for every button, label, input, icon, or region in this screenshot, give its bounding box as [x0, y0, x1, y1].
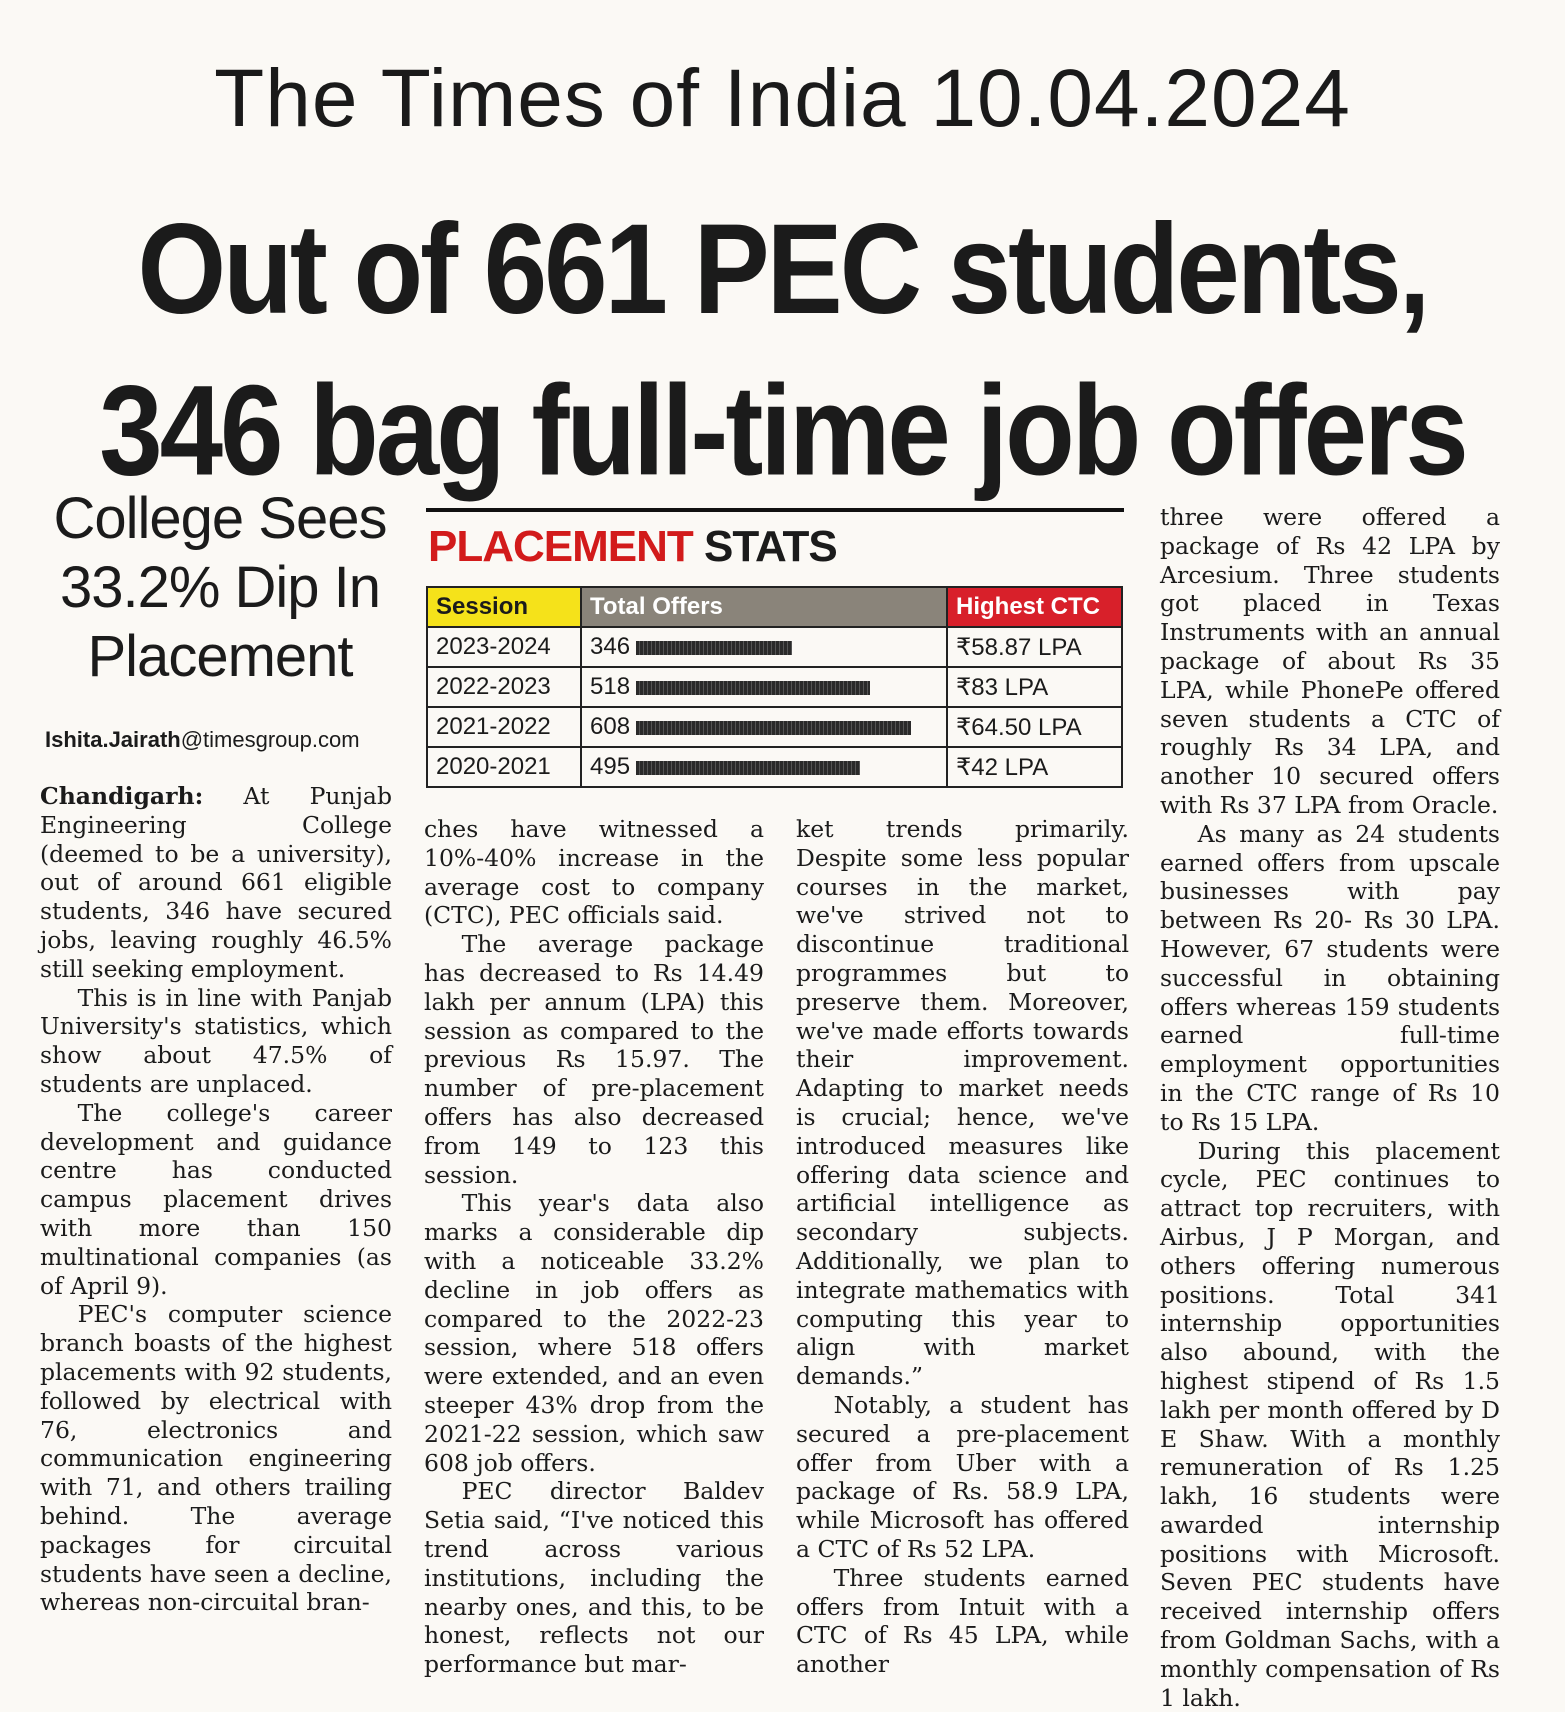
subhead-line-1: College Sees	[53, 486, 387, 551]
dateline: Chandigarh:	[40, 782, 204, 810]
placement-stats-box	[426, 508, 1124, 788]
article-column-1	[40, 782, 392, 1617]
byline-domain: @timesgroup.com	[180, 727, 360, 752]
offers-cell	[581, 707, 947, 747]
paragraph: As many as 24 students earned offers from upscale businesses with pay between Rs 20- Rs 30 LPA. However, 67 students were successful in obtaining offers whereas 159 students earned full-time employment opportunities in the CTC range of Rs 10 to Rs 15 LPA.	[1160, 819, 1500, 1136]
ctc-cell: ₹42 LPA	[947, 747, 1122, 787]
headline	[40, 190, 1525, 513]
ctc-cell: ₹64.50 LPA	[947, 707, 1122, 747]
paragraph	[40, 782, 392, 984]
header-session: Session	[427, 587, 581, 627]
paragraph: The average package has decreased to Rs 14.49 lakh per annum (LPA) this session as compared to the previous Rs 15.97. The number of pre-placement offers has also decreased from 149 to 123 this session.	[424, 930, 764, 1189]
offers-bar	[636, 721, 911, 735]
masthead: The Times of India 10.04.2024	[214, 53, 1351, 144]
table-row	[427, 667, 1122, 707]
paragraph: three were offered a package of Rs 42 LPA by Arcesium. Three students got placed in Texas Instruments with an annual package of about Rs 35 LPA, while PhonePe offered seven students a CTC of roughly Rs 34 LPA, and another 10 secured offers with Rs 37 LPA from Oracle.	[1160, 503, 1500, 819]
headline-line-2: 346 bag full-time job offers	[99, 360, 1466, 503]
offers-value: 608	[590, 713, 631, 740]
table-row	[427, 747, 1122, 787]
paragraph-text: At Punjab Engineering College (deemed to be a university), out of around 661 eligible students, 346 have secured jobs, leaving roughly 46.5% still seeking employment.	[40, 782, 392, 983]
paragraph: ket trends primarily. Despite some less popular courses in the market, we've strived not to discontinue traditional programmes but to preserve them. Moreover, we've made efforts towards their improvement. Adapting to market needs is crucial; hence, we've introduced measures like offering data science and artificial intelligence as secondary subjects. Additionally, we plan to integrate mathematics with computing this year to align with market demands.”	[796, 815, 1129, 1391]
table-row	[427, 627, 1122, 667]
paragraph: This year's data also marks a considerable dip with a noticeable 33.2% decline in job offers as compared to the 2022-23 session, where 518 offers were extended, and an even steeper 43% drop from the 2021-22 session, which saw 608 job offers.	[424, 1189, 764, 1477]
session-cell: 2020-2021	[427, 747, 581, 787]
paragraph: PEC director Baldev Setia said, “I've noticed this trend across various institutions, including the nearby ones, and this, to be honest, reflects not our performance but mar-	[424, 1477, 764, 1679]
ctc-cell: ₹58.87 LPA	[947, 627, 1122, 667]
session-cell: 2022-2023	[427, 667, 581, 707]
subheadline	[30, 484, 410, 691]
offers-cell	[581, 747, 947, 787]
article-column-3	[796, 815, 1129, 1679]
stats-title-red: PLACEMENT	[428, 522, 693, 571]
table-row	[427, 707, 1122, 747]
offers-value: 346	[590, 633, 631, 660]
headline-line-1: Out of 661 PEC students,	[137, 198, 1428, 342]
article-column-4	[1160, 503, 1500, 1712]
stats-title-black: STATS	[704, 522, 837, 571]
header-ctc: Highest CTC	[947, 587, 1122, 627]
offers-bar	[636, 761, 860, 775]
session-cell: 2023-2024	[427, 627, 581, 667]
paragraph: ches have witnessed a 10%-40% increase in the average cost to company (CTC), PEC officials said.	[424, 815, 764, 930]
paragraph: This is in line with Panjab University's statistics, which show about 47.5% of students are unplaced.	[40, 983, 392, 1098]
paragraph: Notably, a student has secured a pre-placement offer from Uber with a package of Rs. 58.9 LPA, while Microsoft has offered a CTC of Rs 52 LPA.	[796, 1390, 1129, 1563]
offers-bar	[636, 681, 870, 695]
header-offers: Total Offers	[581, 587, 947, 627]
paragraph: Three students earned offers from Intuit with a CTC of Rs 45 LPA, while another	[796, 1563, 1129, 1679]
paragraph: PEC's computer science branch boasts of the highest placements with 92 students, followed by electrical with 76, electronics and communication engineering with 71, and others trailing behind. The average packages for circuital students have seen a decline, whereas non-circuital bran-	[40, 1300, 392, 1617]
byline	[45, 727, 360, 753]
offers-cell	[581, 667, 947, 707]
stats-table	[426, 586, 1123, 788]
offers-bar	[636, 641, 792, 655]
offers-value: 518	[590, 673, 631, 700]
paragraph: The college's career development and guidance centre has conducted campus placement drives with more than 150 multinational companies (as of April 9).	[40, 1098, 392, 1300]
offers-cell	[581, 627, 947, 667]
article-column-2	[424, 815, 764, 1679]
byline-name: Ishita.Jairath	[45, 727, 181, 752]
subhead-line-2: 33.2% Dip In	[59, 555, 381, 620]
stats-title	[426, 522, 1124, 572]
paragraph: During this placement cycle, PEC continues to attract top recruiters, with Airbus, J P Morgan, and others offering numerous positions. Total 341 internship opportunities also abound, with the highest stipend of Rs 1.5 lakh per month offered by D E Shaw. With a monthly remuneration of Rs 1.25 lakh, 16 students were awarded internship positions with Microsoft. Seven PEC students have received internship offers from Goldman Sachs, with a monthly compensation of Rs 1 lakh.	[1160, 1136, 1500, 1712]
subhead-line-3: Placement	[87, 624, 353, 689]
ctc-cell: ₹83 LPA	[947, 667, 1122, 707]
offers-value: 495	[590, 753, 631, 780]
session-cell: 2021-2022	[427, 707, 581, 747]
